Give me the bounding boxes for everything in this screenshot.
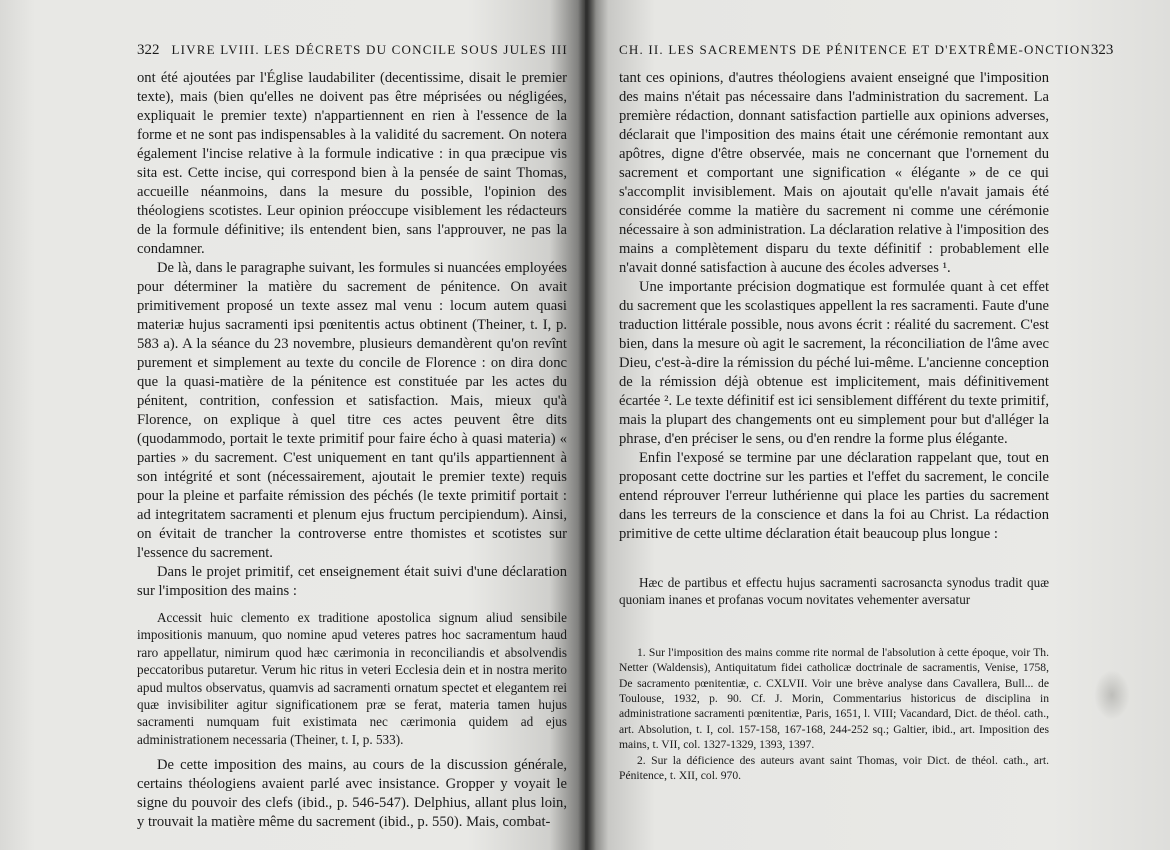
left-page-number: 322: [137, 42, 160, 58]
left-closing-paragraph: De cette imposition des mains, au cours de la discussion générale, certains théologiens avaient parlé avec insistance. Gropper y voyait le signe du pouvoir des clefs (ibid., p. 546-547). Delphius, allant plus loin, y trouvait la matière même du sacrement (ibid., p. 550). Mais, combat-: [137, 757, 567, 831]
left-paragraph-2: De là, dans le paragraphe suivant, les formules si nuancées employées pour déterminer la matière du sacrement de pénitence. On avait primitivement proposé un texte assez mal venu : locum autem quasi materiæ hujus sacramenti ipsi pœnitentis actus obtinent (Theiner, t. I, p. 583 a). A la séance du 23 novembre, plusieurs demandèrent qu'on revînt purement et simplement au texte du concile de Florence : on dira donc que la quasi-matière de la pénitence est constituée par les actes du pénitent, contrition, confession et satisfaction. Mais, mieux qu'à Florence, on explique à quel titre ces actes peuvent être dits (quodammodo, portait le texte primitif pour faire écho à quasi materia) « parties » du sacrement. C'est uniquement en tant qu'ils appartiennent à son intégrité et sont (nécessairement, ajoutait le premier texte) requis pour la pleine et parfaite rémission des péchés (le texte primitif portait : ad integritatem sacramenti et plenum ejus fructum percipiendum). Ainsi, on évitait de trancher la controverse entre thomistes et scotistes sur l'essence du sacrement.: [137, 260, 567, 561]
right-latin-quote: Hæc de partibus et effectu hujus sacramenti sacrosancta synodus tradit quæ quoniam inanes et profanas vocum novitates vehementer aversatur: [619, 575, 1049, 608]
footnote-2: 2. Sur la déficience des auteurs avant saint Thomas, voir Dict. de théol. cath., art. Pénitence, t. XII, col. 970.: [619, 753, 1049, 783]
right-running-head: CH. II. LES SACREMENTS DE PÉNITENCE ET D'EXTRÊME-ONCTION: [619, 42, 1091, 57]
left-paragraph-1: ont été ajoutées par l'Église laudabiliter (decentissime, disait le premier texte), mais (bien qu'elles ne doivent pas être méprisées ou négligées, expliquait le premier texte) n'appartiennent en rien à l'essence de la forme et ne sont pas indispensables à la validité du sacrement. On notera également l'incise relative à la formule indicative : in qua præcipue vis sita est. Cette incise, qui correspond bien à la pensée de saint Thomas, accueille néanmoins, dans la mesure du possible, l'opinion des théologiens scotistes. Leur opinion préoccupe visiblement les rédacteurs de la formule définitive; ils entendent bien, sans l'approuver, ne pas la condamner.: [137, 70, 567, 257]
left-latin-quote: Accessit huic clemento ex traditione apostolica signum aliud sensibile impositionis manuum, quo nomine apud veteres patres hoc sacramentum haud raro appellatur, nimirum quod hæc cærimonia in reconciliandis et absolvendis peccatoribus putaretur. Verum hic ritus in veteri Ecclesia dein et in nostra merito apud multos observatus, quamvis ad sacramenti ornatum spectet et elegantem rei quæ invisibiliter agitur significationem præ se ferat, materia tamen hujus sacramenti numquam fuit existimata nec cærimonia quidem ad ejus administrationem necessaria (Theiner, t. I, p. 533).: [137, 610, 567, 747]
footnote-separator: [619, 617, 1049, 645]
pencil-mark: [1094, 670, 1130, 720]
right-paragraph-1: tant ces opinions, d'autres théologiens avaient enseigné que l'imposition des mains n'était pas nécessaire dans l'administration du sacrement. La première rédaction, donnant satisfaction partielle aux opinions adverses, déclarait que l'imposition des mains était une cérémonie remontant aux apôtres, digne d'être observée, mais ne concernant que l'ornement du sacrement et comportant une signification « élégante » de ce qui s'accomplit invisiblement. Mais on ajoutait qu'elle n'avait jamais été considérée comme la matière du sacrement ni comme une cérémonie nécessaire à son administration. La déclaration relative à l'imposition des mains a complètement disparu du texte définitif : probablement elle n'avait donné satisfaction à aucune des écoles adverses ¹.: [619, 70, 1049, 276]
right-running-header: [619, 42, 1114, 59]
right-paragraph-3: Enfin l'exposé se termine par une déclaration rappelant que, tout en proposant cette doctrine sur les parties et l'effet du sacrement, le concile entend réprouver l'erreur luthérienne qui place les parties du sacrement dans les terreurs de la conscience et dans la foi au Christ. La rédaction primitive de cette ultime déclaration était beaucoup plus longue :: [619, 450, 1049, 542]
left-text-column: [137, 42, 567, 832]
left-paragraph-3: Dans le projet primitif, cet enseignement était suivi d'une déclaration sur l'imposition des mains :: [137, 564, 567, 599]
footnotes: [619, 645, 1049, 784]
footnote-1: 1. Sur l'imposition des mains comme rite normal de l'absolution à cette époque, voir Th. Netter (Waldensis), Antiquitatum fidei catholicæ doctrinale de sacramentis, Venise, 1758, De sacramento pœnitentiæ, c. CXLVII. Voir une brève analyse dans Cavallera, Bull... de Toulouse, 1932, p. 90. Cf. J. Morin, Commentarius historicus de disciplina in administratione sacramenti pœnitentiæ, Paris, 1651, l. VIII; Vacandard, Dict. de théol. cath., art. Absolution, t. I, col. 157-158, 167-168, 244-252 sq.; Galtier, ibid., art. Imposition des mains, t. VII, col. 1327-1329, 1393, 1397.: [619, 645, 1049, 752]
left-running-head: LIVRE LVIII. LES DÉCRETS DU CONCILE SOUS JULES III: [171, 42, 568, 57]
right-paragraph-2: Une importante précision dogmatique est formulée quant à cet effet du sacrement que les scolastiques appellent la res sacramenti. Faute d'une traduction littérale possible, nous avons écrit : réalité du sacrement. C'est bien, dans la mesure où agit le sacrement, la réconciliation de l'âme avec Dieu, c'est-à-dire la rémission du péché lui-même. L'ancienne conception de la rémission déjà obtenue est implicitement, mais définitivement écartée ². Le texte définitif est ici sensiblement différent du texte primitif, mais la plupart des changements ont eu simplement pour but d'alléger la phrase, d'en préciser le sens, ou d'en rendre la forme plus élégante.: [619, 279, 1049, 447]
left-running-header: [137, 42, 567, 59]
right-page: [585, 0, 1170, 850]
right-text-column: [619, 42, 1114, 783]
right-page-number: 323: [1090, 42, 1114, 58]
book-gutter: [578, 0, 596, 850]
